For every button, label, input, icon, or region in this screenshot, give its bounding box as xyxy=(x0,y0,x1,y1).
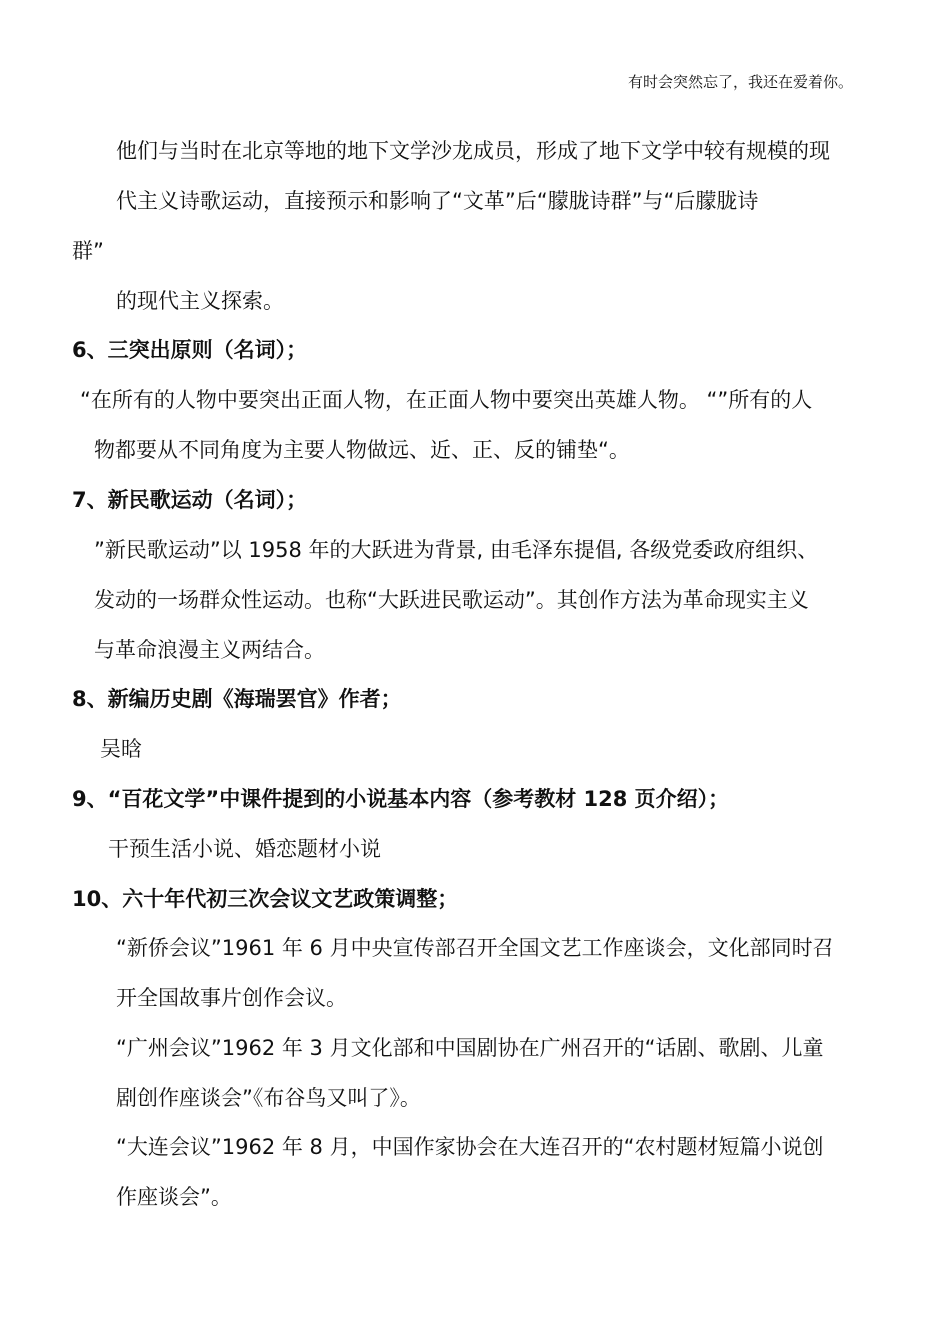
intro-line-3: 群” xyxy=(72,239,104,263)
section-7-line-3: 与革命浪漫主义两结合。 xyxy=(94,638,325,662)
section-10-p1-line-1: “新侨会议”1961 年 6 月中央宣传部召开全国文艺工作座谈会，文化部同时召 xyxy=(116,936,834,960)
intro-line-1: 他们与当时在北京等地的地下文学沙龙成员，形成了地下文学中较有规模的现 xyxy=(116,139,830,163)
section-7-line-1: ”新民歌运动”以 1958 年的大跃进为背景, 由毛泽东提倡, 各级党委政府组织、 xyxy=(94,538,819,562)
section-9-answer: 干预生活小说、婚恋题材小说 xyxy=(108,837,381,861)
section-6-line-1: “在所有的人物中要突出正面人物，在正面人物中要突出英雄人物。 “”所有的人 xyxy=(80,388,813,412)
section-6-line-2: 物都要从不同角度为主要人物做远、近、正、反的铺垫“。 xyxy=(94,438,630,462)
section-10-p2-line-2: 剧创作座谈会”《布谷鸟又叫了》。 xyxy=(116,1086,421,1110)
running-header: 有时会突然忘了，我还在爱着你。 xyxy=(628,73,854,91)
section-7-line-2: 发动的一场群众性运动。也称“大跃进民歌运动”。其创作方法为革命现实主义 xyxy=(94,588,809,612)
section-7-heading: 7、新民歌运动（名词）； xyxy=(72,488,308,512)
section-10-p2-line-1: “广州会议”1962 年 3 月文化部和中国剧协在广州召开的“话剧、歌剧、儿童 xyxy=(116,1036,824,1060)
section-10-p3-line-2: 作座谈会”。 xyxy=(116,1185,232,1209)
section-10-heading: 10、六十年代初三次会议文艺政策调整； xyxy=(72,887,459,911)
intro-line-2: 代主义诗歌运动，直接预示和影响了“文革”后“朦胧诗群”与“后朦胧诗 xyxy=(116,189,759,213)
section-9-heading: 9、“百花文学”中课件提到的小说基本内容（参考教材 128 页介绍）； xyxy=(72,787,730,811)
intro-line-4: 的现代主义探索。 xyxy=(116,289,284,313)
section-6-heading: 6、三突出原则（名词）； xyxy=(72,338,308,362)
section-10-p3-line-1: “大连会议”1962 年 8 月，中国作家协会在大连召开的“农村题材短篇小说创 xyxy=(116,1135,824,1159)
section-10-p1-line-2: 开全国故事片创作会议。 xyxy=(116,986,347,1010)
section-8-heading: 8、新编历史剧《海瑞罢官》作者； xyxy=(72,687,402,711)
section-8-answer: 吴晗 xyxy=(100,737,142,761)
